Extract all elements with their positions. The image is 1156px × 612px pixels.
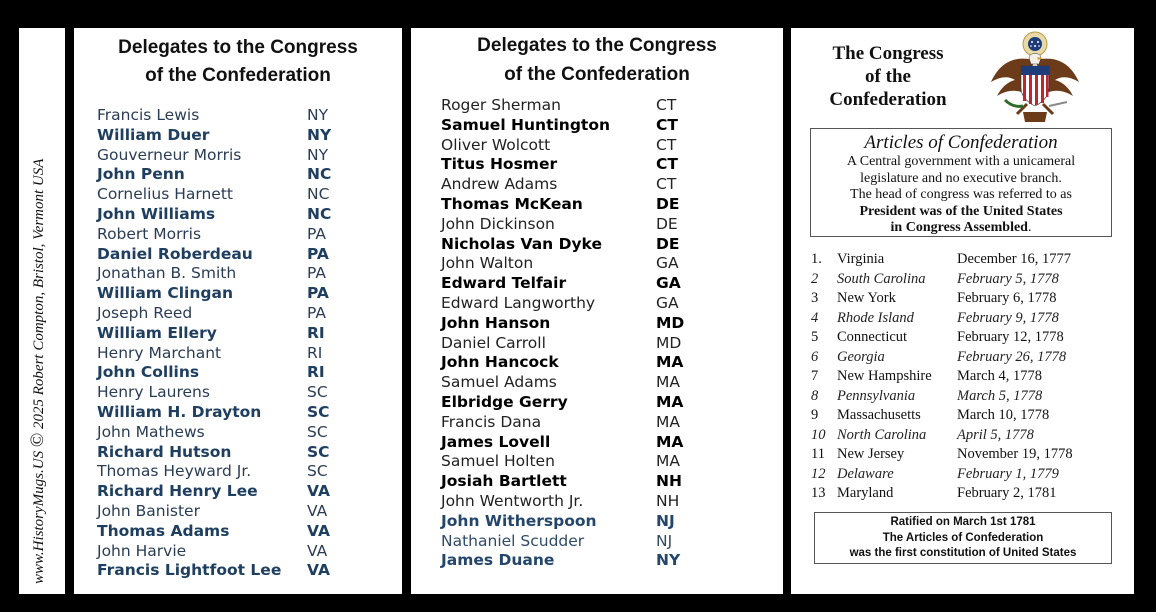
delegate-state: VA (307, 521, 330, 540)
delegate-state: DE (656, 194, 680, 213)
delegate-state: VA (307, 561, 330, 580)
state-number: 4 (811, 309, 819, 326)
state-number: 10 (811, 426, 826, 443)
delegate-name: Nathaniel Scudder (441, 531, 585, 550)
delegate-state: VA (307, 541, 328, 560)
delegate-row (441, 235, 771, 255)
delegate-row (441, 314, 771, 334)
delegate-state: RI (307, 343, 323, 362)
delegate-row (441, 136, 771, 156)
state-row (811, 426, 1111, 446)
delegate-state: MA (656, 452, 680, 471)
delegate-name: James Duane (441, 551, 555, 570)
delegate-name: Gouverneur Morris (97, 145, 242, 164)
state-number: 3 (811, 290, 819, 306)
ratified-line2: The Articles of Confederation (882, 531, 1044, 544)
delegate-state: NC (307, 185, 330, 204)
articles-bold2: in Congress Assembled (890, 220, 1028, 235)
delegate-row (441, 96, 771, 116)
delegate-state: SC (307, 383, 328, 402)
state-number: 1. (811, 251, 822, 267)
delegate-name: James Lovell (441, 432, 551, 451)
delegate-name: William Clingan (97, 284, 233, 303)
state-row (811, 309, 1111, 329)
delegate-state: NH (656, 491, 680, 510)
delegate-name: Francis Lewis (97, 106, 200, 124)
delegate-state: MD (656, 333, 682, 352)
ratification-date: March 10, 1778 (957, 407, 1050, 423)
delegate-row (97, 542, 387, 562)
delegate-name: Cornelius Harnett (97, 185, 233, 204)
ratification-date: March 5, 1778 (957, 387, 1043, 404)
middle-delegates-panel (411, 28, 783, 594)
delegate-state: MA (656, 412, 680, 431)
ratification-date: February 1, 1779 (957, 465, 1059, 482)
delegate-state: CT (656, 96, 677, 114)
delegate-name: Elbridge Gerry (441, 392, 568, 411)
articles-line1: A Central government with a unicameral (846, 154, 1076, 169)
delegate-row (97, 264, 387, 284)
delegate-state: RI (307, 323, 325, 342)
articles-box (810, 128, 1112, 237)
delegate-row (97, 284, 387, 304)
ratification-states-list (811, 250, 1111, 504)
delegate-row (97, 185, 387, 205)
state-row (811, 270, 1111, 290)
state-number: 6 (811, 348, 819, 365)
delegate-name: Thomas Heyward Jr. (97, 462, 252, 481)
left-delegate-list (97, 106, 387, 581)
delegate-name: Henry Laurens (97, 383, 210, 402)
state-name: Rhode Island (837, 309, 914, 326)
delegate-name: Francis Lightfoot Lee (97, 561, 282, 580)
delegate-state: MA (656, 353, 684, 372)
delegate-name: William Duer (97, 125, 210, 144)
delegate-row (441, 353, 771, 373)
articles-bold2-tail: . (1027, 220, 1032, 235)
articles-line3: The head of congress was referred to as (850, 187, 1072, 202)
ratification-date: March 4, 1778 (957, 368, 1042, 384)
delegate-name: Andrew Adams (441, 175, 558, 194)
delegate-state: SC (307, 462, 328, 481)
delegate-state: VA (307, 501, 328, 520)
state-name: Virginia (837, 251, 885, 267)
state-row (811, 465, 1111, 485)
delegate-row (441, 155, 771, 175)
delegate-row (97, 344, 387, 364)
delegate-state: NC (307, 165, 332, 184)
delegate-name: Daniel Roberdeau (97, 244, 253, 263)
mid-heading-line1: Delegates to the Congress (477, 35, 717, 56)
ratification-date: February 2, 1781 (957, 485, 1057, 501)
delegate-row (97, 363, 387, 383)
state-number: 5 (811, 329, 819, 345)
delegate-name: John Wentworth Jr. (441, 491, 584, 510)
delegate-name: Samuel Huntington (441, 115, 611, 134)
delegate-name: Samuel Holten (441, 452, 555, 471)
delegate-name: John Banister (97, 501, 200, 520)
state-name: Pennsylvania (837, 387, 916, 404)
articles-line2: legislature and no executive branch. (860, 170, 1062, 186)
ratification-date: February 26, 1778 (957, 348, 1067, 365)
delegate-name: John Williams (97, 204, 216, 223)
delegate-row (97, 245, 387, 265)
website-text: www.HistoryMugs.US (31, 450, 47, 584)
state-row (811, 367, 1111, 387)
delegate-row (441, 274, 771, 294)
delegate-name: William Ellery (97, 323, 217, 342)
ratified-line1: Ratified on March 1st 1781 (890, 516, 1036, 528)
ratification-date: December 16, 1777 (957, 251, 1071, 267)
state-name: New York (837, 290, 896, 306)
state-row (811, 328, 1111, 348)
delegate-row (441, 195, 771, 215)
mid-delegate-list (441, 96, 771, 571)
delegate-state: NY (307, 106, 329, 124)
delegate-row (441, 512, 771, 532)
copyright-symbol: © (27, 432, 48, 448)
state-row (811, 406, 1111, 426)
state-row (811, 250, 1111, 270)
delegate-name: Francis Dana (441, 412, 542, 431)
delegate-name: Robert Morris (97, 224, 202, 243)
delegate-name: Richard Henry Lee (97, 482, 258, 501)
delegate-row (97, 383, 387, 403)
delegate-row (97, 304, 387, 324)
delegate-state: CT (656, 115, 678, 134)
delegate-row (97, 324, 387, 344)
delegate-state: GA (656, 293, 679, 312)
delegate-state: MA (656, 432, 684, 451)
mid-heading-line2: of the Confederation (504, 64, 690, 85)
delegate-row (97, 403, 387, 423)
delegate-name: Daniel Carroll (441, 333, 546, 352)
right-title (813, 42, 963, 111)
delegate-row (97, 423, 387, 443)
left-heading-line1: Delegates to the Congress (118, 37, 358, 58)
ratification-date: February 5, 1778 (957, 270, 1059, 287)
delegate-row (441, 175, 771, 195)
state-number: 12 (811, 465, 826, 482)
state-number: 9 (811, 407, 819, 423)
ratification-date: April 5, 1778 (957, 426, 1034, 443)
delegate-row (441, 413, 771, 433)
delegate-name: Thomas McKean (441, 194, 583, 213)
delegate-state: PA (307, 303, 326, 322)
ratified-line3: was the first constitution of United States (849, 547, 1077, 559)
delegate-name: John Mathews (97, 422, 205, 441)
delegate-row (97, 165, 387, 185)
state-number: 8 (811, 387, 819, 404)
delegate-row (441, 472, 771, 492)
delegate-row (441, 294, 771, 314)
delegate-row (441, 452, 771, 472)
state-row (811, 445, 1111, 465)
articles-bold1: President was of the United States (859, 203, 1063, 219)
state-name: North Carolina (837, 426, 927, 443)
delegate-name: Samuel Adams (441, 373, 557, 392)
state-row (811, 387, 1111, 407)
delegate-state: NY (307, 125, 332, 144)
delegate-state: NJ (656, 531, 673, 550)
delegate-state: CT (656, 155, 678, 174)
delegate-row (441, 254, 771, 274)
delegate-row (97, 482, 387, 502)
delegate-name: Jonathan B. Smith (97, 264, 237, 283)
delegate-name: Joseph Reed (97, 303, 193, 322)
delegate-state: NY (307, 145, 329, 164)
state-name: South Carolina (837, 270, 926, 287)
delegate-state: GA (656, 274, 681, 293)
delegate-row (441, 393, 771, 413)
delegate-name: William H. Drayton (97, 402, 262, 421)
state-name: New Jersey (837, 446, 905, 462)
delegate-row (441, 116, 771, 136)
delegate-state: NJ (656, 511, 675, 530)
state-name: New Hampshire (837, 368, 932, 384)
right-title-line2: of the (865, 66, 911, 87)
state-name: Maryland (837, 485, 894, 501)
delegate-state: CT (656, 175, 677, 194)
delegate-row (441, 215, 771, 235)
delegate-row (441, 532, 771, 552)
delegate-row (97, 502, 387, 522)
right-info-panel (791, 28, 1134, 594)
state-name: Georgia (837, 348, 885, 365)
state-name: Delaware (837, 465, 894, 482)
delegate-name: John Witherspoon (441, 511, 597, 530)
credit-text: 2025 Robert Compton, Bristol, Vermont USA (31, 158, 47, 429)
delegate-name: John Dickinson (441, 214, 555, 233)
delegate-state: NH (656, 472, 682, 491)
delegate-name: Edward Telfair (441, 274, 567, 293)
ratification-date: February 9, 1778 (957, 309, 1059, 326)
delegate-name: John Walton (441, 254, 534, 273)
delegate-state: DE (656, 234, 680, 253)
state-row (811, 289, 1111, 309)
state-name: Massachusetts (837, 407, 921, 423)
state-number: 2 (811, 270, 819, 287)
delegate-row (441, 433, 771, 453)
delegate-name: John Harvie (97, 541, 187, 560)
state-number: 11 (811, 446, 825, 462)
right-title-line3: Confederation (829, 89, 947, 110)
delegate-state: MA (656, 392, 684, 411)
delegate-state: PA (307, 224, 326, 243)
delegate-row (97, 561, 387, 581)
delegate-state: PA (307, 284, 329, 303)
delegate-row (441, 334, 771, 354)
delegate-state: SC (307, 422, 328, 441)
delegate-state: DE (656, 214, 678, 233)
delegate-state: VA (307, 482, 330, 501)
delegate-row (441, 373, 771, 393)
right-title-line1: The Congress (832, 43, 944, 64)
state-row (811, 484, 1111, 504)
delegate-row (97, 443, 387, 463)
delegate-name: Edward Langworthy (441, 293, 596, 312)
state-number: 7 (811, 368, 819, 384)
delegate-row (97, 522, 387, 542)
delegate-name: John Penn (97, 165, 185, 184)
delegate-state: NY (656, 551, 681, 570)
delegate-name: Titus Hosmer (441, 155, 558, 174)
delegate-row (97, 462, 387, 482)
delegate-row (441, 551, 771, 571)
delegate-name: Josiah Bartlett (441, 472, 567, 491)
delegate-state: RI (307, 363, 325, 382)
ratification-date: February 12, 1778 (957, 329, 1064, 345)
ratification-date: February 6, 1778 (957, 290, 1057, 306)
delegate-row (97, 106, 387, 126)
delegate-name: John Hancock (441, 353, 559, 372)
delegate-row (97, 146, 387, 166)
delegate-state: SC (307, 442, 330, 461)
delegate-row (97, 126, 387, 146)
state-row (811, 348, 1111, 368)
delegate-state: PA (307, 264, 326, 283)
left-delegates-panel (74, 28, 402, 594)
state-number: 13 (811, 485, 826, 501)
delegate-state: NC (307, 204, 332, 223)
delegate-name: Nicholas Van Dyke (441, 234, 602, 253)
great-seal-icon (987, 30, 1083, 128)
delegate-row (97, 205, 387, 225)
delegate-state: CT (656, 135, 677, 154)
delegate-name: Roger Sherman (441, 96, 561, 114)
side-strip (19, 28, 65, 594)
delegate-state: MA (656, 373, 680, 392)
left-heading-line2: of the Confederation (145, 65, 331, 86)
delegate-row (441, 492, 771, 512)
delegate-name: Richard Hutson (97, 442, 232, 461)
ratified-box (814, 512, 1112, 564)
delegate-name: Henry Marchant (97, 343, 222, 362)
state-name: Connecticut (837, 329, 908, 345)
side-credit (27, 44, 49, 584)
delegate-row (97, 225, 387, 245)
delegate-name: John Collins (97, 363, 200, 382)
ratification-date: November 19, 1778 (957, 446, 1073, 462)
delegate-name: Oliver Wolcott (441, 135, 551, 154)
delegate-name: John Hanson (441, 313, 551, 332)
delegate-name: Thomas Adams (97, 521, 230, 540)
delegate-state: GA (656, 254, 679, 273)
delegate-state: PA (307, 244, 329, 263)
delegate-state: MD (656, 313, 685, 332)
delegate-state: SC (307, 402, 330, 421)
articles-title: Articles of Confederation (864, 132, 1058, 153)
